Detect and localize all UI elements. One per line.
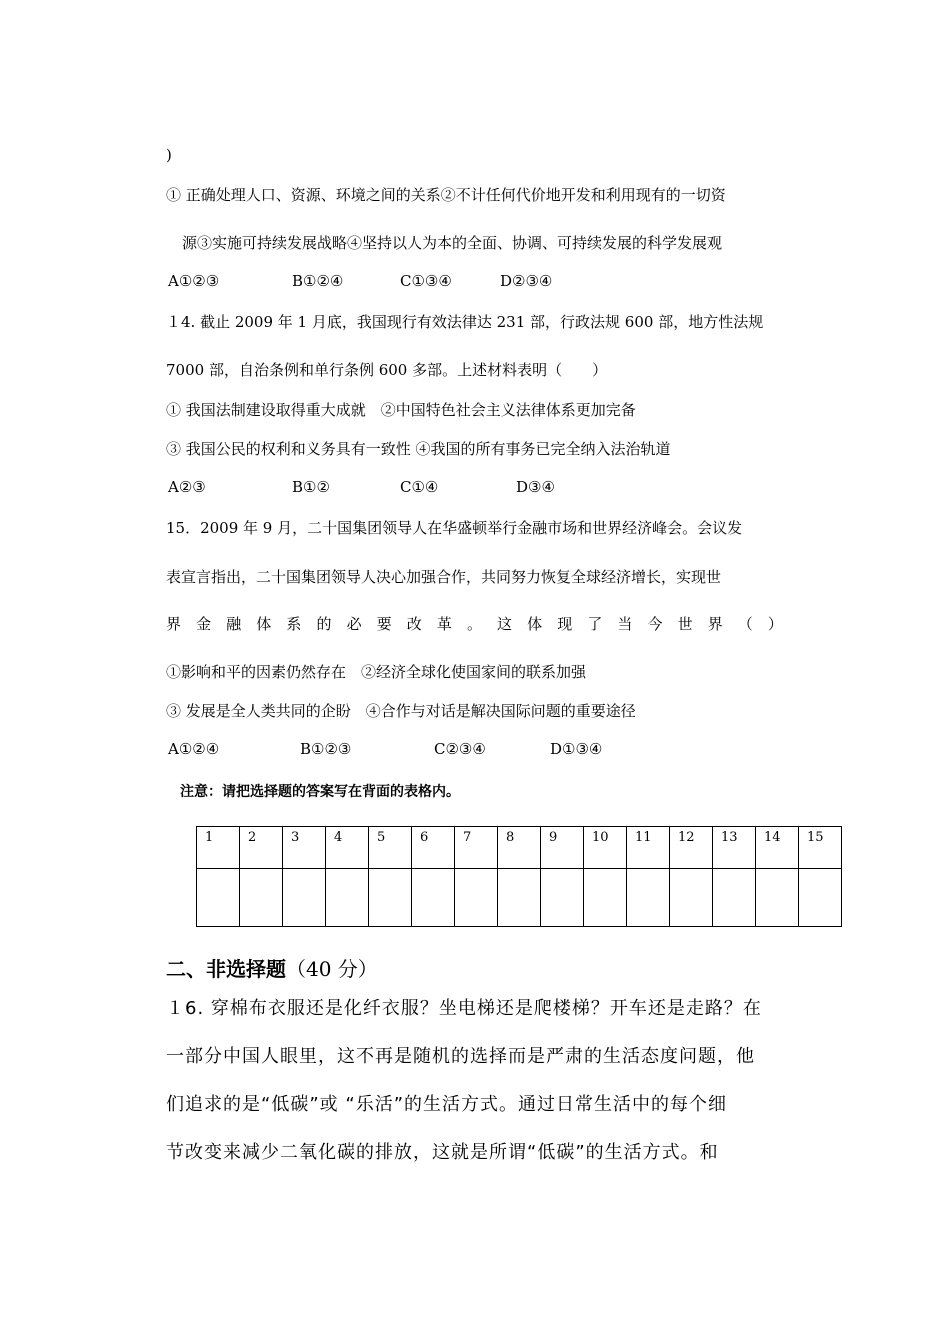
- answer-cell[interactable]: [756, 869, 799, 927]
- q15-option-a: A①②④: [168, 740, 220, 758]
- answer-cell[interactable]: [369, 869, 412, 927]
- answer-table-header: 2: [240, 827, 283, 869]
- answer-cell[interactable]: [713, 869, 756, 927]
- q16-line1: １6. 穿棉布衣服还是化纤衣服？坐电梯还是爬楼梯？开车还是走路？在: [166, 998, 762, 1019]
- q13-statement-line1: ① 正确处理人口、资源、环境之间的关系②不计任何代价地开发和利用现有的一切资: [166, 186, 726, 204]
- q15-line3: 界 金 融 体 系 的 必 要 改 革 。 这 体 现 了 当 今 世 界 （ ）: [166, 615, 783, 633]
- q14-option-a: A②③: [168, 478, 206, 496]
- answer-cell[interactable]: [670, 869, 713, 927]
- answer-table-header: 15: [799, 827, 842, 869]
- q15-option-d: D①③④: [550, 740, 603, 758]
- q14-option-b: B①②: [292, 478, 330, 496]
- answer-cell[interactable]: [326, 869, 369, 927]
- answer-table-header: 10: [584, 827, 627, 869]
- answer-table-header: 9: [541, 827, 584, 869]
- q13-statement-line2: 源③实施可持续发展战略④坚持以人为本的全面、协调、可持续发展的科学发展观: [182, 234, 723, 252]
- q15-statement-line2: ③ 发展是全人类共同的企盼 ④合作与对话是解决国际问题的重要途径: [166, 702, 636, 720]
- q15-option-c: C②③④: [434, 740, 486, 758]
- q14-statement-line1: ① 我国法制建设取得重大成就 ②中国特色社会主义法律体系更加完备: [166, 401, 636, 419]
- answer-table-header: 8: [498, 827, 541, 869]
- q15-option-b: B①②③: [300, 740, 352, 758]
- answer-table-header-row: [197, 827, 842, 869]
- answer-table-header: 5: [369, 827, 412, 869]
- answer-table-header: 12: [670, 827, 713, 869]
- answer-note: 注意：请把选择题的答案写在背面的表格内。: [180, 784, 460, 800]
- q13-tail: ): [166, 146, 172, 164]
- q14-line1: １4. 截止 2009 年 1 月底，我国现行有效法律达 231 部，行政法规 600 部，地方性法规: [166, 313, 764, 331]
- answer-cell[interactable]: [197, 869, 240, 927]
- answer-table-header: 6: [412, 827, 455, 869]
- answer-table-header: 13: [713, 827, 756, 869]
- section2-points: （40 分）: [286, 957, 378, 981]
- answer-cell[interactable]: [627, 869, 670, 927]
- answer-table-header: 4: [326, 827, 369, 869]
- q13-option-b: B①②④: [292, 272, 344, 290]
- q14-statement-line2: ③ 我国公民的权利和义务具有一致性 ④我国的所有事务已完全纳入法治轨道: [166, 440, 671, 458]
- q16-line2: 一部分中国人眼里，这不再是随机的选择而是严肃的生活态度问题，他: [166, 1046, 755, 1067]
- answer-table-header: 3: [283, 827, 326, 869]
- section2-heading: [166, 953, 378, 982]
- q15-statement-line1: ①影响和平的因素仍然存在 ②经济全球化使国家间的联系加强: [166, 663, 587, 681]
- q14-option-c: C①④: [400, 478, 439, 496]
- q16-line4: 节改变来减少二氧化碳的排放，这就是所谓“低碳”的生活方式。和: [166, 1142, 719, 1163]
- answer-cell[interactable]: [240, 869, 283, 927]
- answer-table-header: 11: [627, 827, 670, 869]
- q13-option-d: D②③④: [500, 272, 553, 290]
- answer-table-header: 14: [756, 827, 799, 869]
- q14-option-d: D③④: [516, 478, 555, 496]
- q16-line3: 们追求的是“低碳”或 “乐活”的生活方式。通过日常生活中的每个细: [166, 1094, 728, 1115]
- answer-cell[interactable]: [541, 869, 584, 927]
- section2-title: 二、非选择题: [166, 957, 286, 981]
- q13-option-a: A①②③: [168, 272, 220, 290]
- answer-table-header: 1: [197, 827, 240, 869]
- q15-line2: 表宣言指出，二十国集团领导人决心加强合作，共同努力恢复全球经济增长，实现世: [166, 568, 722, 586]
- answer-cell[interactable]: [283, 869, 326, 927]
- answer-table-header: 7: [455, 827, 498, 869]
- answer-cell[interactable]: [584, 869, 627, 927]
- answer-cell[interactable]: [412, 869, 455, 927]
- answer-cell[interactable]: [498, 869, 541, 927]
- answer-cell[interactable]: [799, 869, 842, 927]
- answer-table: [196, 826, 842, 927]
- q13-option-c: C①③④: [400, 272, 452, 290]
- answer-cell[interactable]: [455, 869, 498, 927]
- q15-line1: 15．2009 年 9 月，二十国集团领导人在华盛顿举行金融市场和世界经济峰会。会议发: [166, 519, 743, 537]
- q14-line2: 7000 部，自治条例和单行条例 600 多部。上述材料表明（ ）: [166, 361, 608, 379]
- answer-table-answer-row: [197, 869, 842, 927]
